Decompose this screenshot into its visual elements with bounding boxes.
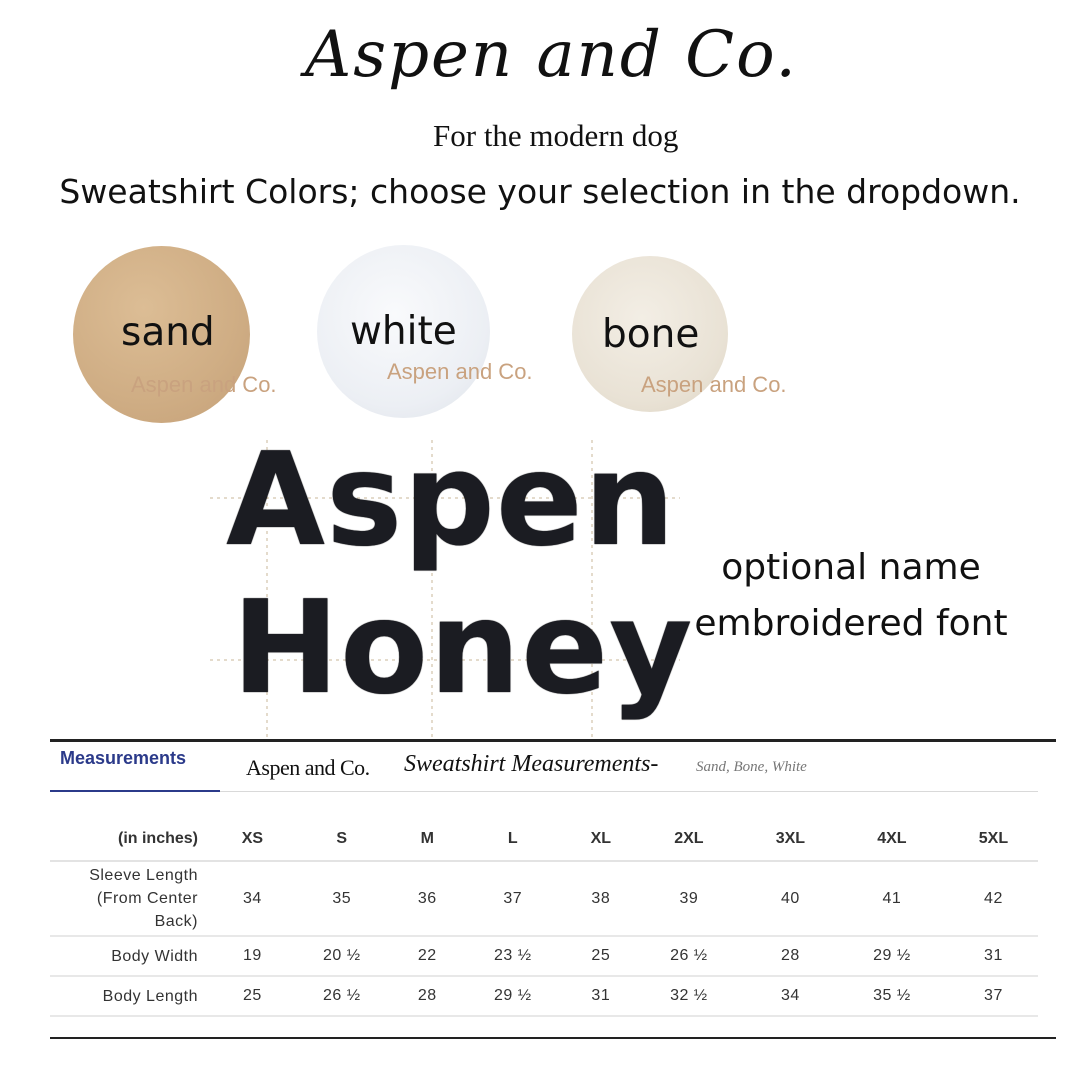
table-cell: 28	[746, 936, 835, 976]
table-cell: 26 ½	[632, 936, 746, 976]
row-label: Body Width	[50, 936, 220, 976]
measurements-colors-note: Sand, Bone, White	[696, 759, 807, 775]
size-header: 4XL	[835, 818, 949, 861]
swatch-white-label: white	[350, 309, 457, 354]
table-cell: 29 ½	[456, 976, 570, 1016]
table-bottom-rule	[50, 1037, 1056, 1039]
table-row	[50, 936, 1038, 976]
size-chart-table	[50, 818, 1038, 1017]
size-header: S	[285, 818, 399, 861]
row-label-line: Back)	[154, 913, 198, 930]
table-cell: 39	[632, 861, 746, 936]
table-cell: 22	[399, 936, 456, 976]
table-cell: 29 ½	[835, 936, 949, 976]
embroidery-note-line-1: optional name	[721, 547, 981, 588]
tab-divider	[220, 791, 1038, 792]
swatch-bone-watermark: Aspen and Co.	[641, 372, 787, 397]
table-cell: 35 ½	[835, 976, 949, 1016]
table-cell: 31	[570, 976, 632, 1016]
table-cell: 26 ½	[285, 976, 399, 1016]
size-header: 2XL	[632, 818, 746, 861]
swatch-sand-watermark: Aspen and Co.	[131, 372, 277, 397]
size-header: L	[456, 818, 570, 861]
embroidery-line-1: Aspen	[226, 426, 676, 575]
color-selection-heading: Sweatshirt Colors; choose your selection in the dropdown.	[59, 172, 1021, 211]
row-label	[50, 861, 220, 936]
table-row	[50, 976, 1038, 1016]
table-cell: 25	[570, 936, 632, 976]
size-header: XS	[220, 818, 285, 861]
table-cell: 34	[746, 976, 835, 1016]
table-row	[50, 861, 1038, 936]
table-cell: 42	[949, 861, 1038, 936]
row-label: Body Length	[50, 976, 220, 1016]
swatch-bone-label: bone	[602, 312, 700, 357]
row-label-line: (From Center	[96, 890, 198, 907]
table-cell: 36	[399, 861, 456, 936]
measurements-title: Sweatshirt Measurements-	[404, 751, 659, 777]
table-cell: 32 ½	[632, 976, 746, 1016]
table-cell: 31	[949, 936, 1038, 976]
unit-header: (in inches)	[50, 818, 220, 861]
size-header-row	[50, 818, 1038, 861]
embroidery-note-line-2: embroidered font	[694, 603, 1008, 644]
table-cell: 19	[220, 936, 285, 976]
table-cell: 25	[220, 976, 285, 1016]
brand-logo-script: Aspen and Co.	[305, 18, 798, 92]
table-cell: 34	[220, 861, 285, 936]
table-cell: 23 ½	[456, 936, 570, 976]
embroidery-line-2: Honey	[232, 574, 694, 723]
table-cell: 28	[399, 976, 456, 1016]
embroidery-note	[676, 540, 1026, 652]
brand-tagline: For the modern dog	[433, 118, 679, 153]
swatch-white-watermark: Aspen and Co.	[387, 359, 533, 384]
table-cell: 37	[949, 976, 1038, 1016]
table-cell: 38	[570, 861, 632, 936]
table-cell: 35	[285, 861, 399, 936]
table-cell: 20 ½	[285, 936, 399, 976]
size-header: 5XL	[949, 818, 1038, 861]
table-cell: 37	[456, 861, 570, 936]
row-label-line: Sleeve Length	[89, 867, 198, 884]
table-cell: 40	[746, 861, 835, 936]
size-header: M	[399, 818, 456, 861]
table-cell: 41	[835, 861, 949, 936]
tab-active-indicator	[50, 790, 220, 792]
size-header: XL	[570, 818, 632, 861]
table-top-rule	[50, 739, 1056, 742]
embroidery-sample	[210, 426, 694, 740]
measurements-brand: Aspen and Co.	[246, 755, 370, 780]
size-header: 3XL	[746, 818, 835, 861]
swatch-sand-label: sand	[121, 310, 215, 355]
tab-measurements[interactable]: Measurements	[60, 748, 187, 768]
